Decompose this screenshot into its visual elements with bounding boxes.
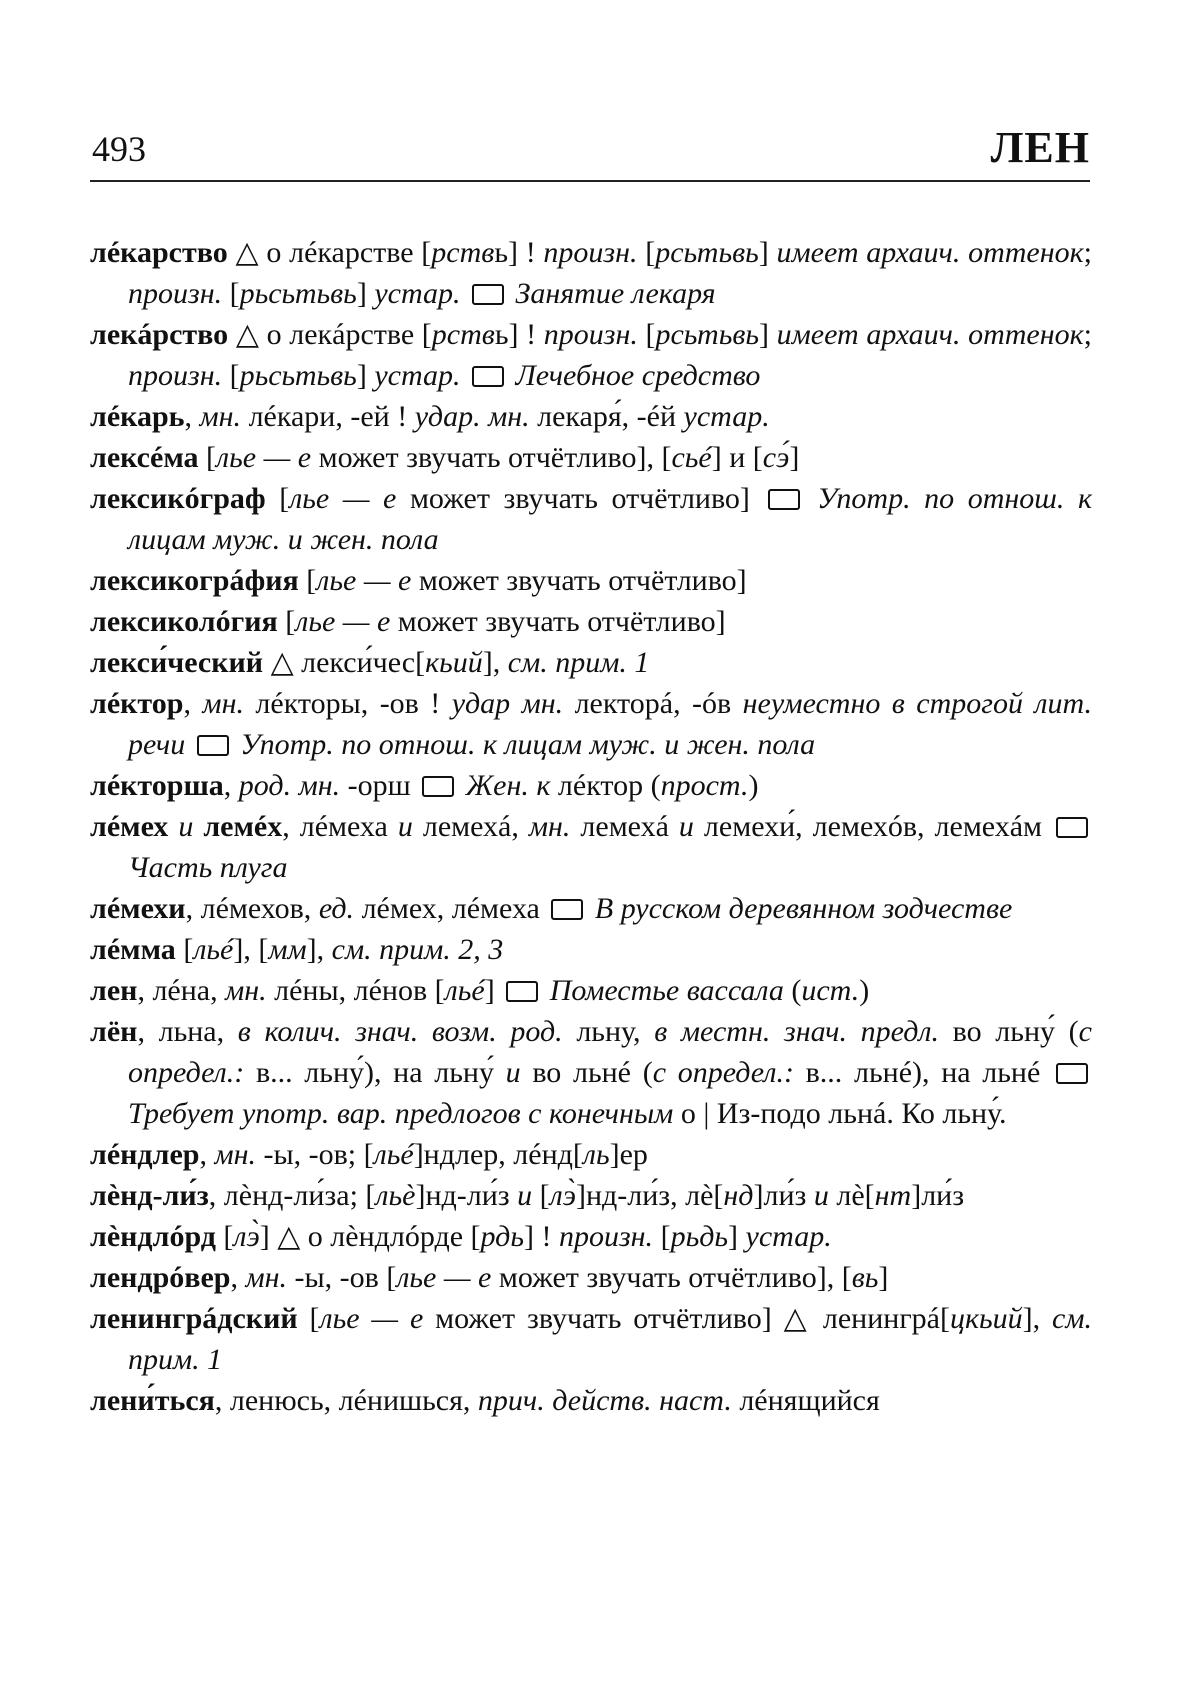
- entry-text: (: [783, 974, 802, 1007]
- headword: лéмма: [90, 933, 176, 966]
- italic-note: льe — е: [396, 1261, 492, 1294]
- entry-text: лекси́чес[: [293, 646, 426, 679]
- triangle-icon: △: [235, 318, 260, 351]
- entry-text: ]: [758, 236, 777, 269]
- italic-note: вь: [851, 1261, 879, 1294]
- entry-text: лемехá: [570, 810, 679, 843]
- italic-note: в колич. знач. возм. род.: [237, 1015, 563, 1048]
- entry-text: ): [859, 974, 870, 1007]
- italic-note: устар.: [683, 400, 770, 433]
- entry-text: во льну́ (: [939, 1015, 1079, 1048]
- italic-note: произн.: [543, 318, 638, 351]
- italic-note: льe — е: [295, 605, 391, 638]
- triangle-icon: △: [277, 1220, 301, 1253]
- entry-text: [228, 318, 236, 351]
- headword: лекáрство: [90, 318, 229, 351]
- headword: лексéма: [90, 441, 199, 474]
- entry-text: ]: [356, 359, 375, 392]
- italic-note: мн.: [202, 687, 244, 720]
- headword: лексиколóгия: [90, 605, 278, 638]
- italic-note: произн.: [128, 359, 223, 392]
- italic-note: льe — е: [289, 482, 397, 515]
- italic-note: льѐ: [375, 1179, 416, 1212]
- entry-text: [: [298, 564, 317, 597]
- entry-text: лекторá, -óв: [563, 687, 743, 720]
- entry-text: [460, 277, 468, 310]
- page-number: 493: [92, 129, 146, 169]
- dictionary-entry: [90, 232, 1092, 314]
- entry-text: , льна,: [137, 1015, 238, 1048]
- definition-box-icon: [1056, 817, 1088, 838]
- entry-text: льну,: [562, 1015, 655, 1048]
- entry-text: [: [532, 1179, 550, 1212]
- italic-note: мн.: [199, 400, 242, 433]
- entry-text: ]: [728, 1220, 746, 1253]
- definition-box-icon: [1056, 1063, 1088, 1084]
- dictionary-entry: [90, 642, 1092, 683]
- italic-note: мн.: [214, 1138, 256, 1171]
- italic-note: произн.: [128, 277, 223, 310]
- italic-note: мн.: [528, 810, 571, 843]
- dictionary-entry: [90, 1175, 1092, 1216]
- entry-text: о лéкарстве [: [258, 236, 432, 269]
- definition-box-icon: [472, 284, 504, 305]
- entry-text: может звучать отчётливо]: [396, 482, 764, 515]
- entry-text: лекаря́, -éй: [529, 400, 684, 433]
- italic-note: ль: [582, 1138, 610, 1171]
- entry-text: может звучать отчётливо]: [390, 605, 726, 638]
- entry-text: [: [222, 359, 240, 392]
- entry-text: [542, 974, 550, 1007]
- definition-box-icon: [551, 899, 583, 920]
- entry-text: лѐ[: [828, 1179, 875, 1212]
- entry-text: -орш: [340, 769, 419, 802]
- italic-note: Лечебное средство: [515, 359, 761, 392]
- italic-note: льé: [373, 1138, 414, 1171]
- entry-text: ь] !: [494, 236, 544, 269]
- italic-note: и: [813, 1179, 829, 1212]
- entry-text: , лéмехов,: [185, 892, 319, 925]
- italic-note: устар.: [374, 359, 461, 392]
- italic-note: сьé: [671, 441, 712, 474]
- italic-note: имеет архаич. оттенок: [776, 318, 1084, 351]
- entry-text: [: [265, 482, 290, 515]
- italic-note: льe — е: [216, 441, 312, 474]
- italic-note: и: [397, 810, 413, 843]
- entry-text: ]: [789, 441, 800, 474]
- entry-text: лéнящийся: [731, 1384, 880, 1417]
- entry-text: ]ли́з: [753, 1179, 814, 1212]
- entry-text: [: [277, 605, 296, 638]
- entry-text: лемехи́, лемехóв, лемехáм: [693, 810, 1053, 843]
- italic-note: Часть плуга: [128, 851, 288, 884]
- italic-note: В русском деревянном зодчестве: [594, 892, 1013, 925]
- entry-text: ]: [878, 1261, 889, 1294]
- dictionary-entry: [90, 1134, 1092, 1175]
- triangle-icon: △: [783, 1302, 812, 1335]
- dictionary-entry: [90, 601, 1092, 642]
- headword: лени́ться: [90, 1384, 215, 1417]
- dictionary-entries: [90, 232, 1092, 1421]
- italic-note: прост.: [660, 769, 749, 802]
- italic-note: льé: [444, 974, 485, 1007]
- entry-text: [587, 892, 595, 925]
- dictionary-entry: [90, 1011, 1092, 1134]
- dictionary-entry: [90, 314, 1092, 396]
- entry-text: [185, 728, 193, 761]
- italic-note: род. мн.: [238, 769, 341, 802]
- entry-text: ]: [759, 318, 777, 351]
- headword: лён: [90, 1015, 138, 1048]
- entry-text: [168, 810, 178, 843]
- italic-note: см. прим. 2, 3: [331, 933, 504, 966]
- page-header: [90, 118, 1090, 182]
- running-head: ЛЕН: [990, 123, 1090, 172]
- dictionary-entry: [90, 1380, 1092, 1421]
- italic-note: в местн. знач. предл.: [654, 1015, 939, 1048]
- entry-text: ,: [199, 1138, 215, 1171]
- italic-note: рьсьтьвь: [239, 277, 357, 310]
- headword: лен: [90, 974, 138, 1007]
- italic-note: устар.: [374, 277, 461, 310]
- dictionary-entry: [90, 970, 1092, 1011]
- entry-text: [193, 810, 203, 843]
- entry-text: -ы, -ов; [: [255, 1138, 374, 1171]
- entry-text: ], [: [233, 933, 269, 966]
- headword: лемéх: [203, 810, 283, 843]
- entry-text: ]ер: [609, 1138, 648, 1171]
- italic-note: см. прим. 1: [128, 1302, 1092, 1376]
- italic-note: нд: [723, 1179, 754, 1212]
- entry-text: может звучать отчётливо], [: [311, 441, 672, 474]
- entry-text: ]нд-ли́з: [415, 1179, 518, 1212]
- entry-text: [: [222, 277, 240, 310]
- headword: лéкарство: [90, 236, 228, 269]
- entry-text: , лéна,: [137, 974, 226, 1007]
- entry-text: ;: [1083, 236, 1092, 269]
- italic-note: рств: [431, 318, 495, 351]
- italic-note: ист.: [801, 974, 860, 1007]
- italic-note: и: [505, 1056, 521, 1089]
- entry-text: ,: [230, 1261, 246, 1294]
- entry-text: [: [653, 1220, 671, 1253]
- entry-text: [: [215, 1220, 234, 1253]
- entry-text: лéны, лéнов [: [266, 974, 445, 1007]
- italic-note: мн.: [245, 1261, 288, 1294]
- entry-text: [: [175, 933, 194, 966]
- dictionary-entry: [90, 765, 1092, 806]
- entry-text: ],: [482, 646, 508, 679]
- entry-text: ],: [1022, 1302, 1053, 1335]
- italic-note: лэ̀: [549, 1179, 576, 1212]
- italic-note: мм: [268, 933, 307, 966]
- entry-text: ]ндлер, лéнд[: [413, 1138, 583, 1171]
- italic-note: с определ.:: [652, 1056, 794, 1089]
- italic-note: рсьтьвь: [655, 318, 760, 351]
- italic-note: Занятие лекаря: [515, 277, 716, 310]
- italic-note: льé: [193, 933, 234, 966]
- italic-note: Употр. по отнош. к лицам муж. и жен. пола: [128, 482, 1092, 556]
- entry-text: ] !: [523, 1220, 559, 1253]
- entry-text: ],: [306, 933, 332, 966]
- entry-text: о | Из-подо льнá. Ко льну́.: [673, 1097, 1007, 1130]
- entry-text: [804, 482, 818, 515]
- dictionary-entry: [90, 396, 1092, 437]
- italic-note: льe — е: [319, 1302, 424, 1335]
- entry-text: может звучать отчётливо]: [423, 1302, 784, 1335]
- dictionary-entry: [90, 560, 1092, 601]
- italic-note: Жен. к: [465, 769, 551, 802]
- entry-text: о лѐндлóрде [: [300, 1220, 481, 1253]
- entry-text: , ленюсь, лéнишься,: [214, 1384, 478, 1417]
- italic-note: и: [678, 810, 694, 843]
- italic-note: цкьий: [949, 1302, 1023, 1335]
- entry-text: лéмех, лéмеха: [354, 892, 548, 925]
- entry-text: может звучать отчётливо], [: [491, 1261, 852, 1294]
- italic-note: произн.: [543, 236, 638, 269]
- entry-text: [: [637, 318, 656, 351]
- italic-note: произн.: [558, 1220, 654, 1253]
- definition-box-icon: [422, 776, 454, 797]
- headword: лекси́ческий: [90, 646, 264, 679]
- italic-note: кьий: [425, 646, 483, 679]
- italic-note: льe — е: [316, 564, 412, 597]
- entry-text: ;: [1083, 318, 1092, 351]
- entry-text: , лѐнд-ли́за; [: [208, 1179, 376, 1212]
- entry-text: [460, 359, 468, 392]
- definition-box-icon: [197, 735, 229, 756]
- entry-text: лéкторы, -ов !: [243, 687, 452, 720]
- entry-text: ,: [183, 687, 203, 720]
- entry-text: во льнé (: [520, 1056, 653, 1089]
- italic-note: Требует употр. вар. предлогов с конечным: [128, 1097, 674, 1130]
- italic-note: ед.: [318, 892, 355, 925]
- headword: ленингрáдский: [90, 1302, 298, 1335]
- headword: лéкарь: [90, 400, 185, 433]
- italic-note: устар.: [745, 1220, 832, 1253]
- italic-note: рств: [431, 236, 495, 269]
- definition-box-icon: [768, 489, 800, 510]
- italic-note: имеет архаич. оттенок: [776, 236, 1084, 269]
- dictionary-entry: [90, 888, 1092, 929]
- dictionary-entry: [90, 1298, 1092, 1380]
- entry-text: [: [297, 1302, 320, 1335]
- italic-note: рьдь: [670, 1220, 729, 1253]
- italic-note: Употр. по отнош. к лицам муж. и жен. пола: [240, 728, 816, 761]
- italic-note: удар. мн.: [414, 400, 530, 433]
- entry-text: в... льну́), на льну́: [244, 1056, 506, 1089]
- entry-text: лéкари, -ей !: [241, 400, 415, 433]
- entry-text: -ы, -ов [: [287, 1261, 397, 1294]
- dictionary-entry: [90, 478, 1092, 560]
- headword: лéкторша: [90, 769, 224, 802]
- entry-text: лемехá,: [412, 810, 529, 843]
- headword: лексикóграф: [90, 482, 266, 515]
- entry-text: может звучать отчётливо]: [411, 564, 747, 597]
- entry-text: в... льнé), на льнé: [793, 1056, 1052, 1089]
- headword: лéмех: [90, 810, 169, 843]
- italic-note: рьсьтьвь: [239, 359, 357, 392]
- entry-text: ): [748, 769, 759, 802]
- dictionary-entry: [90, 683, 1092, 765]
- entry-text: [: [198, 441, 217, 474]
- definition-box-icon: [506, 981, 538, 1002]
- italic-note: рсьтьвь: [655, 236, 759, 269]
- italic-note: неуместно в строгой лит. речи: [128, 687, 1093, 761]
- italic-note: и: [517, 1179, 533, 1212]
- entry-text: ]нд-ли́з, лѐ[: [575, 1179, 724, 1212]
- italic-note: Поместье вассала: [549, 974, 784, 1007]
- entry-text: ]: [484, 974, 503, 1007]
- entry-text: ,: [184, 400, 200, 433]
- italic-note: лэ̀: [233, 1220, 260, 1253]
- entry-text: ленингрá[: [811, 1302, 950, 1335]
- italic-note: сэ́: [762, 441, 790, 474]
- definition-box-icon: [472, 366, 504, 387]
- entry-text: ]ли́з: [911, 1179, 965, 1212]
- italic-note: удар мн.: [451, 687, 564, 720]
- dictionary-entry: [90, 1216, 1092, 1257]
- triangle-icon: △: [235, 236, 259, 269]
- entry-text: о лекáрстве [: [259, 318, 432, 351]
- headword: лéмехи: [90, 892, 186, 925]
- entry-text: [263, 646, 271, 679]
- entry-text: ] и [: [711, 441, 763, 474]
- headword: лѐндлóрд: [90, 1220, 216, 1253]
- headword: лендрóвер: [90, 1261, 231, 1294]
- entry-text: , лéмеха: [282, 810, 398, 843]
- italic-note: рдь: [480, 1220, 524, 1253]
- headword: лéктор: [90, 687, 184, 720]
- entry-text: [458, 769, 466, 802]
- dictionary-entry: [90, 1257, 1092, 1298]
- entry-text: ]: [259, 1220, 278, 1253]
- italic-note: см. прим. 1: [507, 646, 650, 679]
- entry-text: [: [637, 236, 656, 269]
- triangle-icon: △: [270, 646, 294, 679]
- italic-note: прич. действ. наст.: [477, 1384, 732, 1417]
- dictionary-entry: [90, 806, 1092, 888]
- headword: лѐнд-ли́з: [90, 1179, 209, 1212]
- headword: лéндлер: [90, 1138, 200, 1171]
- italic-note: с определ.:: [128, 1015, 1092, 1089]
- entry-text: ь] !: [494, 318, 544, 351]
- italic-note: и: [178, 810, 194, 843]
- entry-text: ,: [223, 769, 239, 802]
- dictionary-entry: [90, 929, 1092, 970]
- entry-text: ]: [356, 277, 375, 310]
- dictionary-entry: [90, 437, 1092, 478]
- entry-text: лéктор (: [550, 769, 661, 802]
- italic-note: мн.: [225, 974, 267, 1007]
- italic-note: нт: [874, 1179, 912, 1212]
- headword: лексикогрáфия: [90, 564, 299, 597]
